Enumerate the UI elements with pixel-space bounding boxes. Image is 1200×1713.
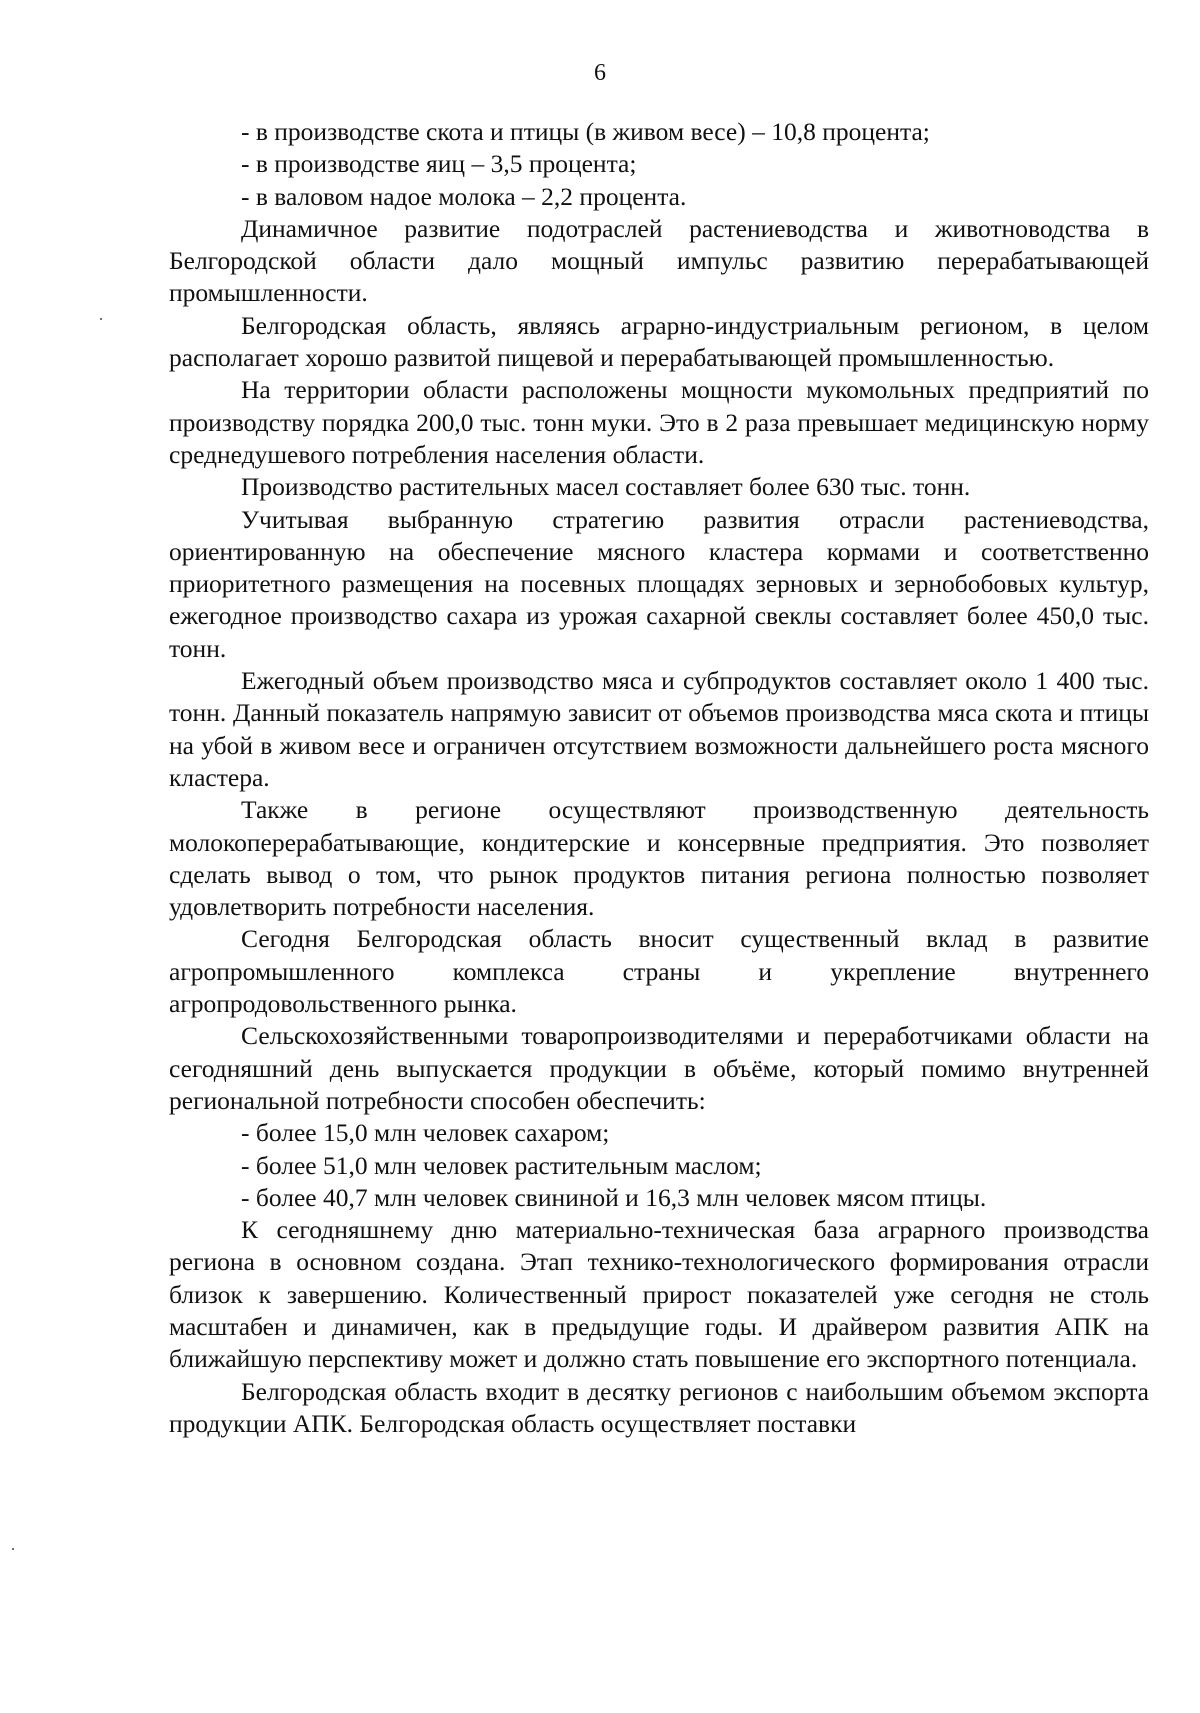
paragraph: Динамичное развитие подотраслей растениеводства и животноводства в Белгородской области дало мощный импульс развитию перерабатывающей промышленности. (169, 213, 1149, 308)
paragraph: К сегодняшнему дню материально-техническая база аграрного производства региона в основном создана. Этап технико-технологического формирования отрасли близок к завершению. Количественный прирост показателей уже сегодня не столь масштабен и динамичен, как в предыдущие годы. И драйвером развития АПК на ближайшую перспективу может и должно стать повышение его экспортного потенциала. (169, 1215, 1149, 1374)
list-item: - более 40,7 млн человек свининой и 16,3 млн человек мясом птицы. (241, 1182, 987, 1212)
list-item: - в валовом надое молока – 2,2 процента. (241, 181, 687, 211)
paragraph: Учитывая выбранную стратегию развития отрасли растениеводства, ориентированную на обеспечение мясного кластера кормами и соответственно приоритетного размещения на посевных площадях зерновых и зернобобовых культур, ежегодное производство сахара из урожая сахарной свеклы составляет более 450,0 тыс. тонн. (169, 504, 1149, 663)
list-item: - в производстве яиц – 3,5 процента; (241, 149, 637, 179)
list-item: - более 15,0 млн человек сахаром; (241, 1118, 610, 1148)
page-number: 6 (594, 60, 606, 86)
paragraph: Производство растительных масел составляет более 630 тыс. тонн. (241, 472, 971, 502)
document-body (169, 116, 1149, 1440)
paragraph: Также в регионе осуществляют производственную деятельность молокоперерабатывающие, кондитерские и консервные предприятия. Это позволяет сделать вывод о том, что рынок продуктов питания региона полностью позволяет удовлетворить потребности населения. (169, 795, 1149, 922)
paragraph: Сегодня Белгородская область вносит существенный вклад в развитие агропромышленного комплекса страны и укрепление внутреннего агропродовольственного рынка. (169, 924, 1149, 1019)
paragraph: Белгородская область входит в десятку регионов с наибольшим объемом экспорта продукции АПК. Белгородская область осуществляет поставки (169, 1376, 1149, 1438)
list-item: - более 51,0 млн человек растительным маслом; (241, 1150, 762, 1180)
paragraph: Ежегодный объем производство мяса и субпродуктов составляет около 1 400 тыс. тонн. Данный показатель напрямую зависит от объемов производства мяса скота и птицы на убой в живом весе и ограничен отсутствием возможности дальнейшего роста мясного кластера. (169, 666, 1149, 792)
paragraph: Белгородская область, являясь аграрно-индустриальным регионом, в целом располагает хорошо развитой пищевой и перерабатывающей промышленностью. (169, 310, 1149, 373)
list-item: - в производстве скота и птицы (в живом весе) – 10,8 процента; (241, 117, 930, 146)
paragraph: На территории области расположены мощности мукомольных предприятий по производству порядка 200,0 тыс. тонн муки. Это в 2 раза превышает медицинскую норму среднедушевого потребления населения области. (169, 375, 1149, 469)
paragraph: Сельскохозяйственными товаропроизводителями и переработчиками области на сегодняшний день выпускается продукции в объёме, который помимо внутренней региональной потребности способен обеспечить: (169, 1021, 1149, 1115)
scan-speck (12, 1548, 14, 1550)
scan-speck (100, 318, 102, 320)
